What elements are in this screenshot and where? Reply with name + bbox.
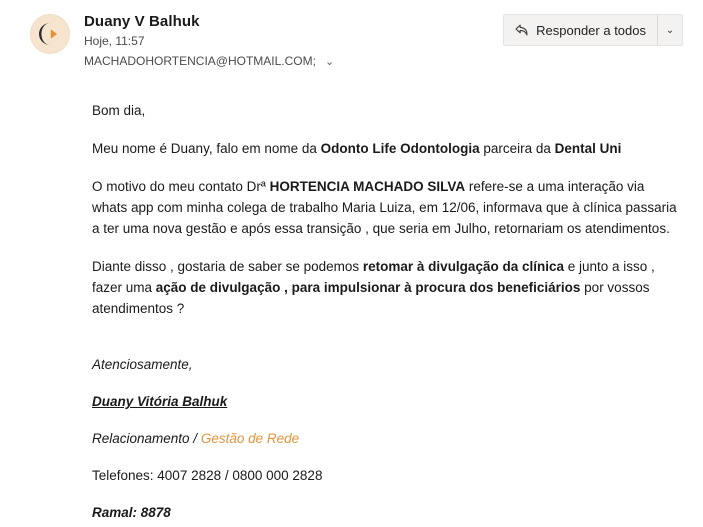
signature-name: Duany Vitória Balhuk [92, 394, 228, 409]
context-text-after: refere-se a uma interação via whats app com minha colega de trabalho Maria Luiza, em 12/06, informava que à clínica passaria a ter uma nova gestão e após essa transição , que seria em Julho, retornariam os atendimentos. [92, 179, 677, 236]
sender-name: Duany V Balhuk [84, 13, 200, 30]
sent-time: Hoje, 11:57 [84, 34, 145, 48]
context-bold-doctor: HORTENCIA MACHADO SILVA [269, 179, 466, 194]
message-body [0, 78, 703, 523]
intro-text-middle: parceira da [479, 141, 555, 156]
avatar [30, 14, 70, 54]
reply-all-label: Responder a todos [536, 22, 646, 38]
request-bold-resume: retomar à divulgação da clínica [362, 259, 564, 274]
signature-phones: Telefones: 4007 2828 / 0800 000 2828 [92, 468, 323, 483]
sender-block [84, 12, 503, 70]
reply-all-icon [514, 24, 529, 37]
request-text-before: Diante disso , gostaria de saber se podemos [92, 259, 363, 274]
reply-all-button[interactable] [503, 14, 683, 46]
signature-role [92, 429, 677, 449]
paragraph-intro [92, 138, 677, 159]
request-text-after: por vossos atendimentos ? [92, 280, 650, 316]
recipient-email[interactable]: MACHADOHORTENCIA@HOTMAIL.COM; [84, 54, 316, 68]
signature-role-prefix: Relacionamento / [92, 431, 201, 446]
intro-bold-partner: Dental Uni [554, 141, 622, 156]
intro-text-before: Meu nome é Duany, falo em nome da [92, 141, 321, 156]
paragraph-greeting: Bom dia, [92, 103, 146, 118]
paragraph-context [92, 176, 677, 239]
request-bold-action: ação de divulgação , para impulsionar à procura dos beneficiários [155, 280, 581, 295]
paragraph-request [92, 256, 677, 319]
reply-all-caret-icon[interactable]: ⌄ [657, 15, 682, 45]
signature-spacer [92, 336, 677, 354]
message-header [0, 0, 703, 78]
reply-all-main[interactable] [504, 15, 657, 45]
left-rail [0, 0, 7, 527]
signature-role-accent: Gestão de Rede [200, 431, 300, 446]
signature-regards: Atenciosamente, [92, 357, 193, 372]
intro-bold-company: Odonto Life Odontologia [320, 141, 480, 156]
signature-ramal: Ramal: 8878 [92, 505, 171, 520]
context-text-before: O motivo do meu contato Drª [92, 179, 270, 194]
recipients-row [84, 53, 503, 70]
request-text-middle: e junto a isso , fazer uma [92, 259, 655, 295]
chevron-down-icon[interactable]: ⌄ [324, 56, 335, 68]
